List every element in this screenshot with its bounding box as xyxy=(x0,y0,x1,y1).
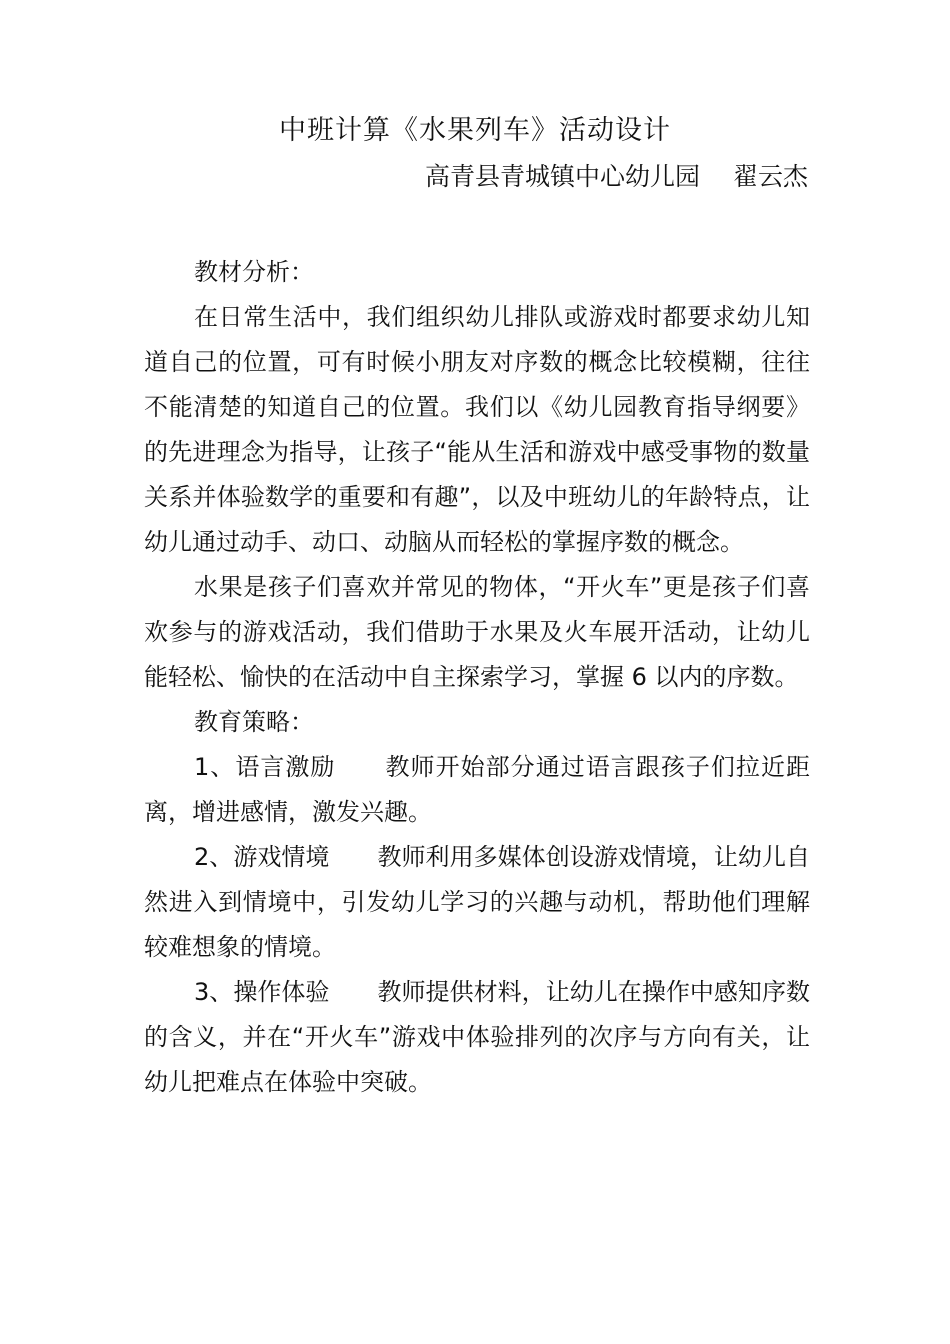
document-title: 中班计算《水果列车》活动设计 xyxy=(279,115,671,146)
strategy-item: 3、操作体验 教师提供材料，让幼儿在操作中感知序数的含义，并在“开火车”游戏中体验排列的次序与方向有关，让幼儿把难点在体验中突破。 xyxy=(144,978,810,1096)
document-body xyxy=(144,250,810,1105)
paragraph: 水果是孩子们喜欢并常见的物体，“开火车”更是孩子们喜欢参与的游戏活动，我们借助于水果及火车展开活动，让幼儿能轻松、愉快的在活动中自主探索学习，掌握 6 以内的序数。 xyxy=(144,573,810,691)
section-heading-teaching-strategy: 教育策略： xyxy=(194,708,314,736)
section-heading-material-analysis: 教材分析： xyxy=(194,258,314,286)
author-line: 高青县青城镇中心幼儿园 翟云杰 xyxy=(425,162,808,191)
strategy-item: 2、游戏情境 教师利用多媒体创设游戏情境，让幼儿自然进入到情境中，引发幼儿学习的兴趣与动机，帮助他们理解较难想象的情境。 xyxy=(144,843,810,961)
strategy-item: 1、语言激励 教师开始部分通过语言跟孩子们拉近距离，增进感情，激发兴趣。 xyxy=(144,753,810,826)
paragraph: 在日常生活中，我们组织幼儿排队或游戏时都要求幼儿知道自己的位置，可有时候小朋友对序数的概念比较模糊，往往不能清楚的知道自己的位置。我们以《幼儿园教育指导纲要》的先进理念为指导，让孩子“能从生活和游戏中感受事物的数量关系并体验数学的重要和有趣”，以及中班幼儿的年龄特点，让幼儿通过动手、动口、动脑从而轻松的掌握序数的概念。 xyxy=(144,303,810,556)
